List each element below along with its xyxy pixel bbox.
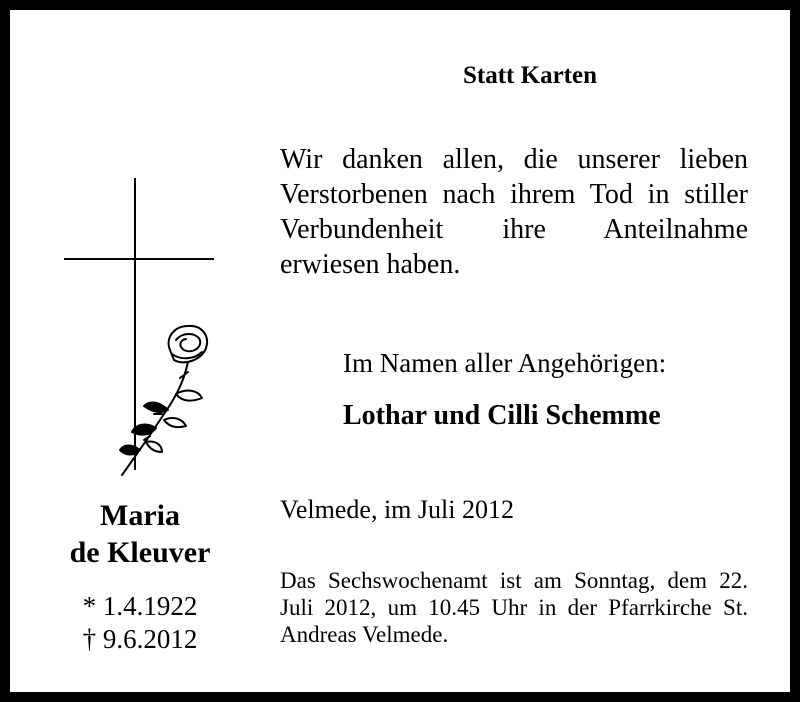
cross-horizontal-bar [64,258,214,260]
mass-notice: Das Sechswochenamt ist am Sonntag, dem 22. Juli 2012, um 10.45 Uhr in der Pfarrkirche St. Andreas Velmede. [280,568,748,647]
family-names: Lothar und Cilli Schemme [343,400,661,431]
deceased-last-name: de Kleuver [69,536,211,569]
family-intro: Im Namen aller Angehörigen: [343,348,667,378]
thanks-text: Wir danken allen, die unserer lieben Verstorbenen nach ihrem Tod in stiller Verbundenheit ihre Anteilnahme erwiesen haben. [280,144,748,280]
birth-date: * 1.4.1922 [82,591,198,621]
deceased-first-name: Maria [100,499,180,532]
life-dates [50,590,230,656]
deceased-name [50,497,230,571]
place-date: Velmede, im Juli 2012 [280,495,514,524]
rose-icon [110,310,220,480]
heading: Statt Karten [463,62,597,89]
death-date: † 9.6.2012 [82,624,198,654]
